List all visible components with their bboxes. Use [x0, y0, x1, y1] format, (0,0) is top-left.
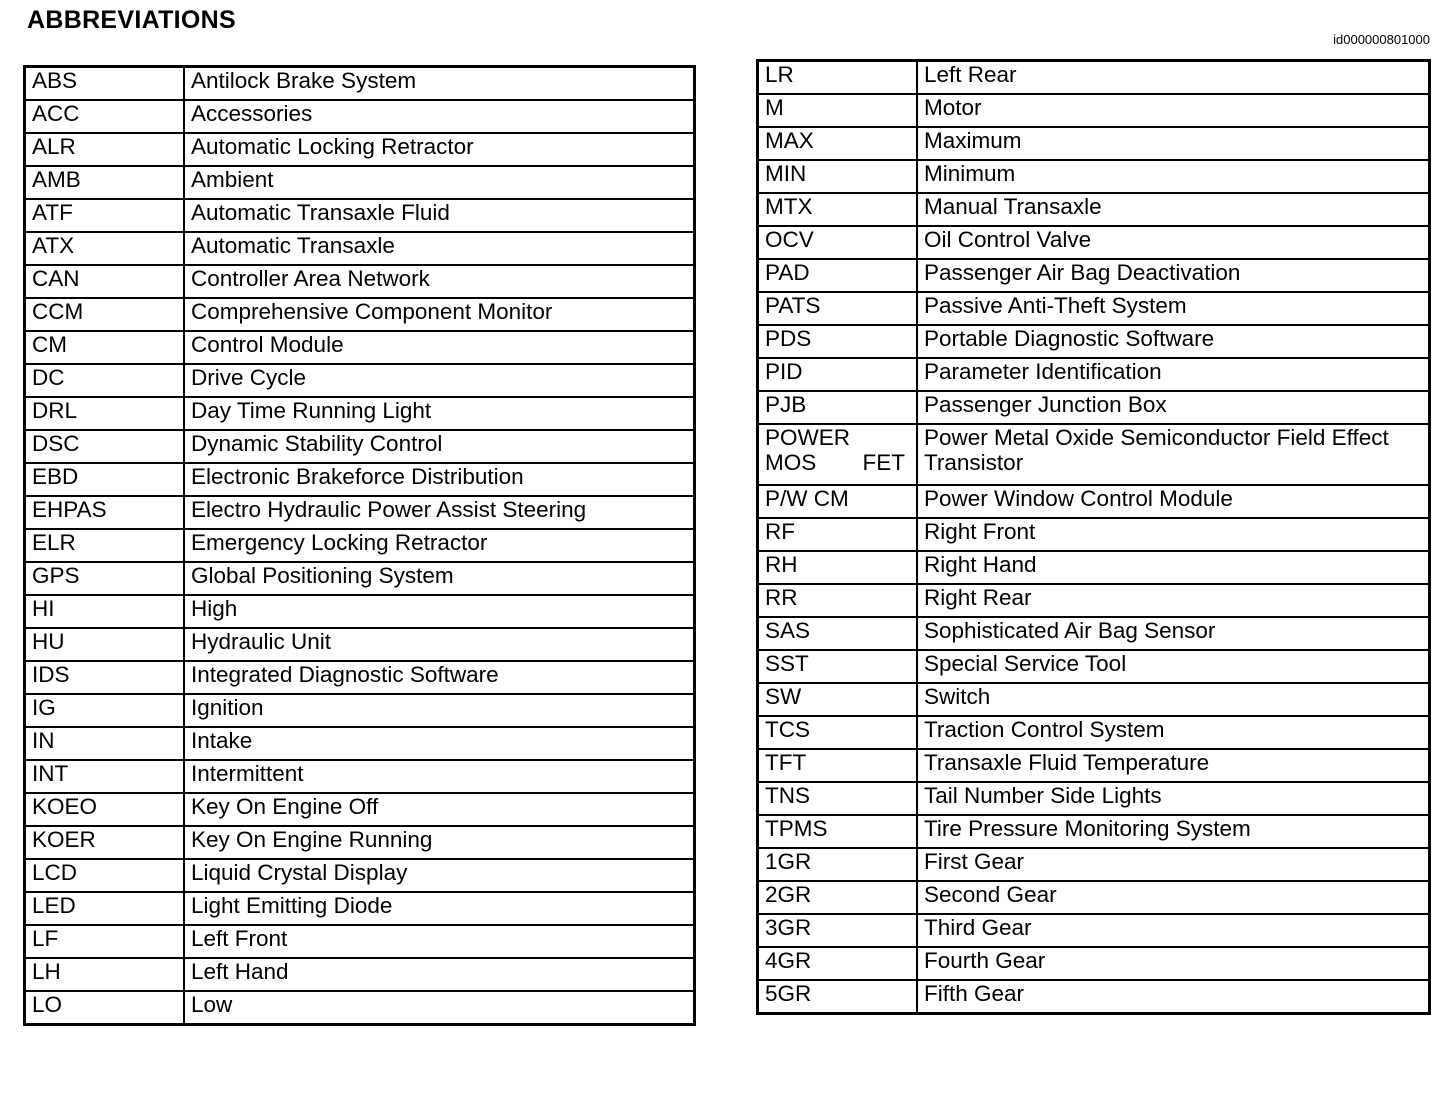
table-row [758, 749, 1430, 782]
table-row [758, 424, 1430, 485]
meaning-cell: Oil Control Valve [917, 226, 1430, 259]
meaning-cell: Key On Engine Off [184, 793, 695, 826]
meaning-cell: First Gear [917, 848, 1430, 881]
table-row [758, 485, 1430, 518]
abbreviation-cell: LCD [25, 859, 185, 892]
meaning-cell: Key On Engine Running [184, 826, 695, 859]
abbreviation-cell: TCS [758, 716, 918, 749]
page-title: ABBREVIATIONS [27, 6, 237, 34]
abbreviation-cell: TFT [758, 749, 918, 782]
table-row [758, 584, 1430, 617]
abbreviation-cell: LF [25, 925, 185, 958]
meaning-cell: Right Hand [917, 551, 1430, 584]
meaning-cell: Power Metal Oxide Semiconductor Field Effect Transistor [917, 424, 1430, 485]
meaning-cell: Tire Pressure Monitoring System [917, 815, 1430, 848]
table-row [25, 694, 695, 727]
table-row [25, 529, 695, 562]
abbreviation-cell: 1GR [758, 848, 918, 881]
abbreviation-cell: IG [25, 694, 185, 727]
abbreviation-cell: ALR [25, 133, 185, 166]
table-row [25, 958, 695, 991]
table-row [758, 518, 1430, 551]
meaning-cell: Switch [917, 683, 1430, 716]
table-row [25, 562, 695, 595]
abbreviation-cell: ABS [25, 67, 185, 101]
meaning-cell: Passive Anti-Theft System [917, 292, 1430, 325]
table-row [25, 298, 695, 331]
meaning-cell: Automatic Transaxle [184, 232, 695, 265]
table-row [25, 859, 695, 892]
abbreviation-cell: TNS [758, 782, 918, 815]
table-row [758, 881, 1430, 914]
meaning-cell: Control Module [184, 331, 695, 364]
abbreviation-cell: OCV [758, 226, 918, 259]
abbreviation-cell: HI [25, 595, 185, 628]
table-row [758, 193, 1430, 226]
abbreviation-cell: CM [25, 331, 185, 364]
meaning-cell: Intermittent [184, 760, 695, 793]
table-row [25, 199, 695, 232]
table-row [25, 661, 695, 694]
meaning-cell: Special Service Tool [917, 650, 1430, 683]
table-row [25, 397, 695, 430]
meaning-cell: Hydraulic Unit [184, 628, 695, 661]
abbreviation-cell: MAX [758, 127, 918, 160]
abbreviation-cell: M [758, 94, 918, 127]
abbreviation-cell: ATX [25, 232, 185, 265]
table-row [25, 991, 695, 1025]
abbreviation-cell: RH [758, 551, 918, 584]
meaning-cell: Passenger Junction Box [917, 391, 1430, 424]
abbreviation-cell: 2GR [758, 881, 918, 914]
table-row [758, 127, 1430, 160]
abbreviation-cell: POWER MOS FET [758, 424, 918, 485]
meaning-cell: Parameter Identification [917, 358, 1430, 391]
meaning-cell: Left Rear [917, 61, 1430, 95]
abbreviation-cell: LH [25, 958, 185, 991]
meaning-cell: Low [184, 991, 695, 1025]
table-row [25, 232, 695, 265]
meaning-cell: Sophisticated Air Bag Sensor [917, 617, 1430, 650]
table-row [25, 67, 695, 101]
table-row [758, 782, 1430, 815]
abbreviation-cell: CCM [25, 298, 185, 331]
table-row [25, 628, 695, 661]
abbreviation-cell: CAN [25, 265, 185, 298]
table-row [758, 716, 1430, 749]
table-row [758, 94, 1430, 127]
abbreviation-cell: EBD [25, 463, 185, 496]
meaning-cell: Antilock Brake System [184, 67, 695, 101]
table-row [25, 892, 695, 925]
abbreviation-cell: P/W CM [758, 485, 918, 518]
table-row [758, 61, 1430, 95]
meaning-cell: Maximum [917, 127, 1430, 160]
meaning-cell: Automatic Locking Retractor [184, 133, 695, 166]
abbreviations-table-right [756, 59, 1431, 1015]
meaning-cell: Global Positioning System [184, 562, 695, 595]
abbreviation-cell: PDS [758, 325, 918, 358]
table-row [758, 947, 1430, 980]
abbreviation-cell: KOER [25, 826, 185, 859]
table-row [758, 391, 1430, 424]
table-row [25, 925, 695, 958]
meaning-cell: Left Hand [184, 958, 695, 991]
meaning-cell: Fourth Gear [917, 947, 1430, 980]
table-row [25, 727, 695, 760]
meaning-cell: Comprehensive Component Monitor [184, 298, 695, 331]
abbreviation-cell: IN [25, 727, 185, 760]
meaning-cell: Transaxle Fluid Temperature [917, 749, 1430, 782]
meaning-cell: Power Window Control Module [917, 485, 1430, 518]
abbreviation-cell: LR [758, 61, 918, 95]
meaning-cell: Electro Hydraulic Power Assist Steering [184, 496, 695, 529]
table-row [758, 617, 1430, 650]
meaning-cell: Drive Cycle [184, 364, 695, 397]
table-row [25, 100, 695, 133]
abbreviation-cell: PATS [758, 292, 918, 325]
abbreviation-cell: 3GR [758, 914, 918, 947]
abbreviation-cell: MIN [758, 160, 918, 193]
table-row [758, 650, 1430, 683]
abbreviation-cell: DRL [25, 397, 185, 430]
abbreviation-cell: PJB [758, 391, 918, 424]
meaning-cell: Ambient [184, 166, 695, 199]
meaning-cell: Third Gear [917, 914, 1430, 947]
table-row [25, 430, 695, 463]
abbreviation-cell: GPS [25, 562, 185, 595]
meaning-cell: Dynamic Stability Control [184, 430, 695, 463]
abbreviation-cell: IDS [25, 661, 185, 694]
meaning-cell: Fifth Gear [917, 980, 1430, 1014]
abbreviation-cell: TPMS [758, 815, 918, 848]
abbreviation-cell: DC [25, 364, 185, 397]
meaning-cell: Liquid Crystal Display [184, 859, 695, 892]
table-row [758, 980, 1430, 1014]
abbreviation-cell: 5GR [758, 980, 918, 1014]
meaning-cell: Motor [917, 94, 1430, 127]
meaning-cell: Tail Number Side Lights [917, 782, 1430, 815]
abbreviation-cell: ELR [25, 529, 185, 562]
meaning-cell: Accessories [184, 100, 695, 133]
abbreviation-cell: SST [758, 650, 918, 683]
table-row [758, 259, 1430, 292]
table-row [25, 265, 695, 298]
meaning-cell: Integrated Diagnostic Software [184, 661, 695, 694]
abbreviation-cell: ATF [25, 199, 185, 232]
meaning-cell: Left Front [184, 925, 695, 958]
meaning-cell: High [184, 595, 695, 628]
meaning-cell: Second Gear [917, 881, 1430, 914]
meaning-cell: Day Time Running Light [184, 397, 695, 430]
abbreviation-cell: ACC [25, 100, 185, 133]
table-row [758, 292, 1430, 325]
abbreviation-cell: RF [758, 518, 918, 551]
table-row [758, 683, 1430, 716]
table-row [758, 914, 1430, 947]
abbreviation-cell: HU [25, 628, 185, 661]
abbreviation-cell: PID [758, 358, 918, 391]
abbreviation-cell: 4GR [758, 947, 918, 980]
meaning-cell: Ignition [184, 694, 695, 727]
table-row [758, 551, 1430, 584]
meaning-cell: Light Emitting Diode [184, 892, 695, 925]
abbreviation-cell: KOEO [25, 793, 185, 826]
abbreviation-cell: SW [758, 683, 918, 716]
meaning-cell: Automatic Transaxle Fluid [184, 199, 695, 232]
table-row [25, 166, 695, 199]
table-row [25, 760, 695, 793]
meaning-cell: Intake [184, 727, 695, 760]
abbreviation-cell: RR [758, 584, 918, 617]
table-row [25, 496, 695, 529]
document-id: id000000801000 [1333, 32, 1430, 47]
abbreviation-cell: DSC [25, 430, 185, 463]
meaning-cell: Controller Area Network [184, 265, 695, 298]
abbreviation-cell: AMB [25, 166, 185, 199]
meaning-cell: Right Front [917, 518, 1430, 551]
abbreviation-cell: PAD [758, 259, 918, 292]
meaning-cell: Right Rear [917, 584, 1430, 617]
meaning-cell: Traction Control System [917, 716, 1430, 749]
meaning-cell: Manual Transaxle [917, 193, 1430, 226]
table-row [25, 793, 695, 826]
abbreviation-cell: LO [25, 991, 185, 1025]
table-row [25, 331, 695, 364]
table-row [25, 133, 695, 166]
abbreviations-table-left [23, 65, 696, 1026]
meaning-cell: Minimum [917, 160, 1430, 193]
meaning-cell: Portable Diagnostic Software [917, 325, 1430, 358]
abbreviation-cell: LED [25, 892, 185, 925]
table-row [25, 595, 695, 628]
table-row [758, 325, 1430, 358]
abbreviation-cell: EHPAS [25, 496, 185, 529]
table-row [25, 463, 695, 496]
meaning-cell: Emergency Locking Retractor [184, 529, 695, 562]
abbreviation-cell: MTX [758, 193, 918, 226]
table-row [758, 358, 1430, 391]
table-row [25, 364, 695, 397]
table-row [758, 226, 1430, 259]
abbreviation-cell: SAS [758, 617, 918, 650]
table-row [758, 815, 1430, 848]
table-row [758, 160, 1430, 193]
meaning-cell: Passenger Air Bag Deactivation [917, 259, 1430, 292]
table-row [758, 848, 1430, 881]
table-row [25, 826, 695, 859]
abbreviation-cell: INT [25, 760, 185, 793]
meaning-cell: Electronic Brakeforce Distribution [184, 463, 695, 496]
